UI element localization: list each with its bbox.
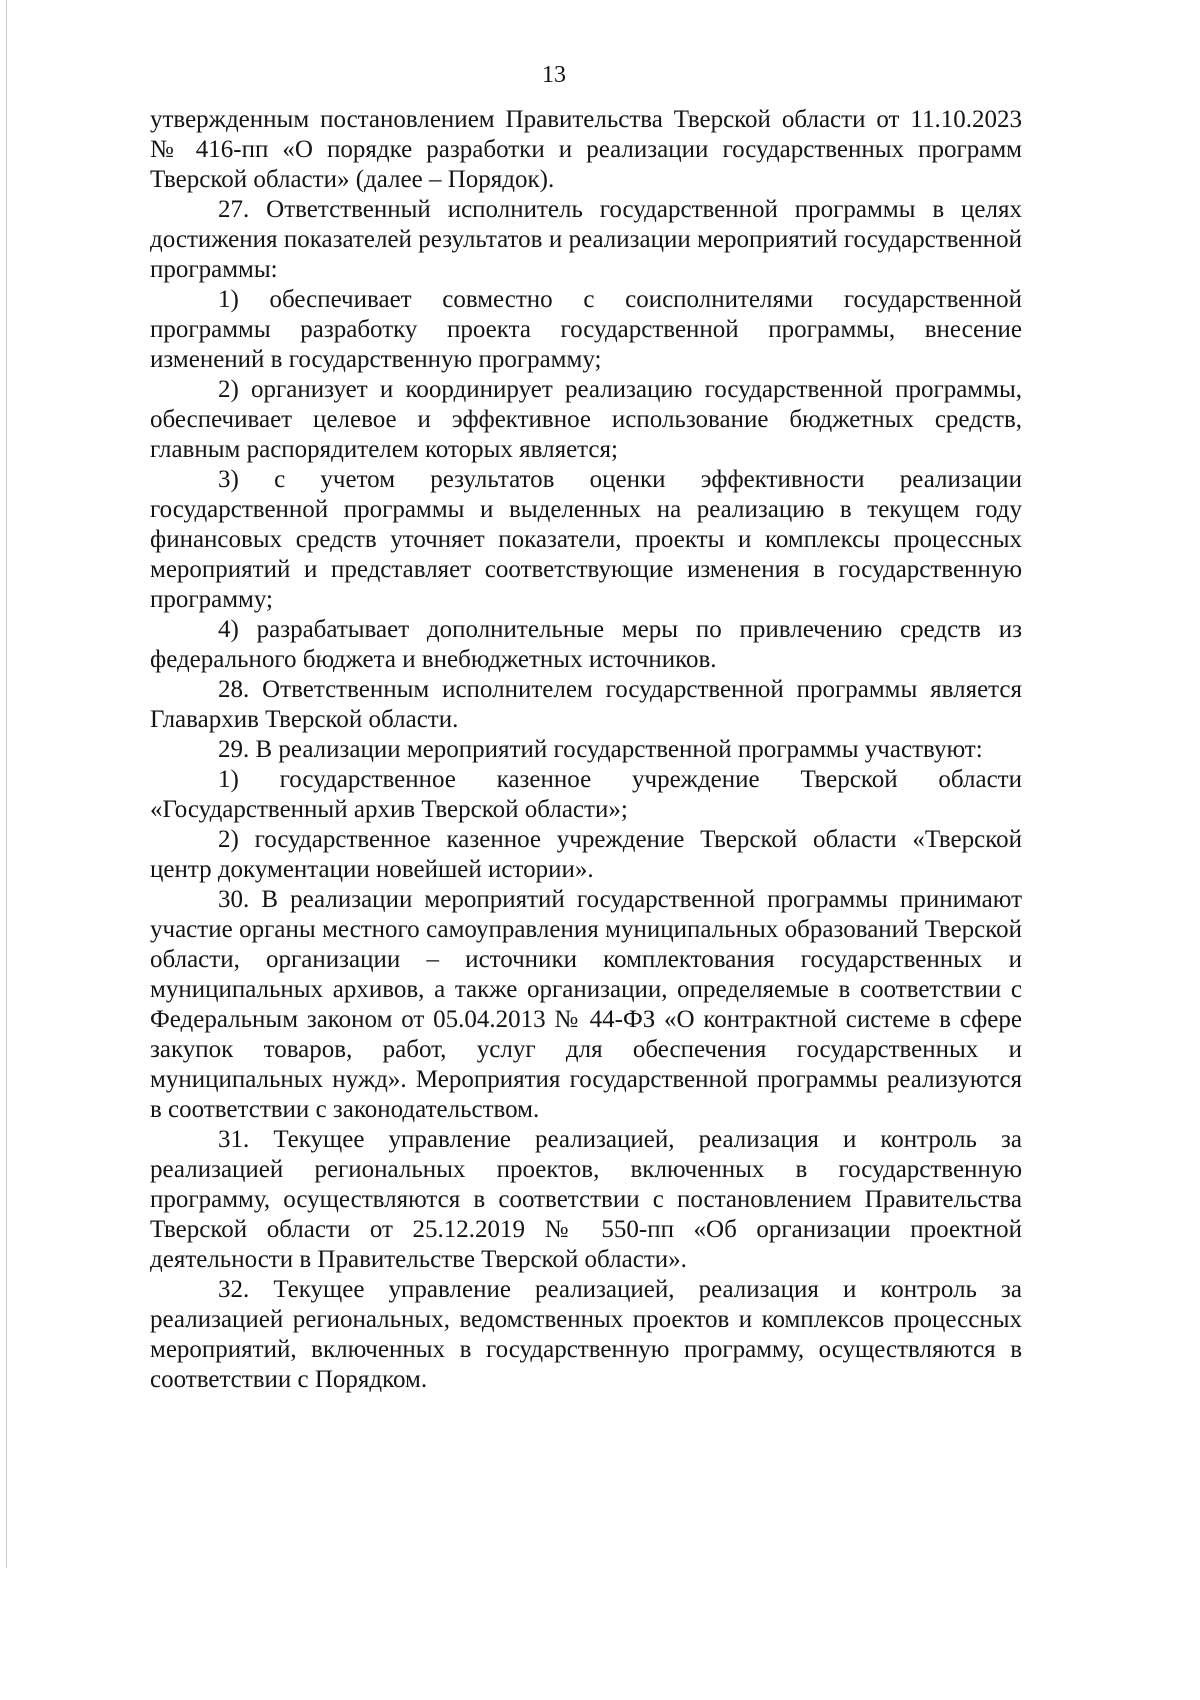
paragraph-27-item-2: 2) организует и координирует реализацию государственной программы, обеспечивает целевое и эффективное использование бюджетных средств, главным распорядителем которых является; [150, 376, 1022, 463]
paragraph-27-item-1: 1) обеспечивает совместно с соисполнителями государственной программы разработку проекта государственной программы, внесение изменений в государственную программу; [150, 286, 1022, 373]
scan-edge-line [6, 0, 7, 1568]
paragraph-29: 29. В реализации мероприятий государственной программы участвуют: [218, 736, 983, 763]
paragraph-continuation: утвержденным постановлением Правительства Тверской области от 11.10.2023 № 416-пп «О порядке разработки и реализации государственных программ Тверской области» (далее – Порядок). [150, 106, 1022, 193]
paragraph-32: 32. Текущее управление реализацией, реализация и контроль за реализацией региональных, ведомственных проектов и комплексов процессных мероприятий, включенных в государственную программу, осуществляются в соответствии с Порядком. [150, 1276, 1022, 1393]
paragraph-27-item-3: 3) с учетом результатов оценки эффективности реализации государственной программы и выделенных на реализацию в текущем году финансовых средств уточняет показатели, проекты и комплексы процессных мероприятий и представляет соответствующие изменения в государственную программу; [150, 466, 1022, 613]
paragraph-28: 28. Ответственным исполнителем государственной программы является Главархив Тверской области. [150, 676, 1022, 733]
document-body [150, 105, 1022, 1395]
paragraph-27-item-4: 4) разрабатывает дополнительные меры по привлечению средств из федерального бюджета и внебюджетных источников. [150, 616, 1022, 673]
paragraph-27: 27. Ответственный исполнитель государственной программы в целях достижения показателей результатов и реализации мероприятий государственной программы: [150, 196, 1022, 283]
paragraph-29-item-2: 2) государственное казенное учреждение Тверской области «Тверской центр документации новейшей истории». [150, 826, 1022, 883]
paragraph-29-item-1: 1) государственное казенное учреждение Тверской области «Государственный архив Тверской области»; [150, 766, 1022, 823]
paragraph-30: 30. В реализации мероприятий государственной программы принимают участие органы местного самоуправления муниципальных образований Тверской области, организации – источники комплектования государственных и муниципальных архивов, а также организации, определяемые в соответствии с Федеральным законом от 05.04.2013 № 44-ФЗ «О контрактной системе в сфере закупок товаров, работ, услуг для обеспечения государственных и муниципальных нужд». Мероприятия государственной программы реализуются в соответствии с законодательством. [150, 886, 1022, 1123]
paragraph-31: 31. Текущее управление реализацией, реализация и контроль за реализацией региональных проектов, включенных в государственную программу, осуществляются в соответствии с постановлением Правительства Тверской области от 25.12.2019 № 550-пп «Об организации проектной деятельности в Правительстве Тверской области». [150, 1126, 1022, 1273]
page-number: 13 [542, 62, 566, 88]
